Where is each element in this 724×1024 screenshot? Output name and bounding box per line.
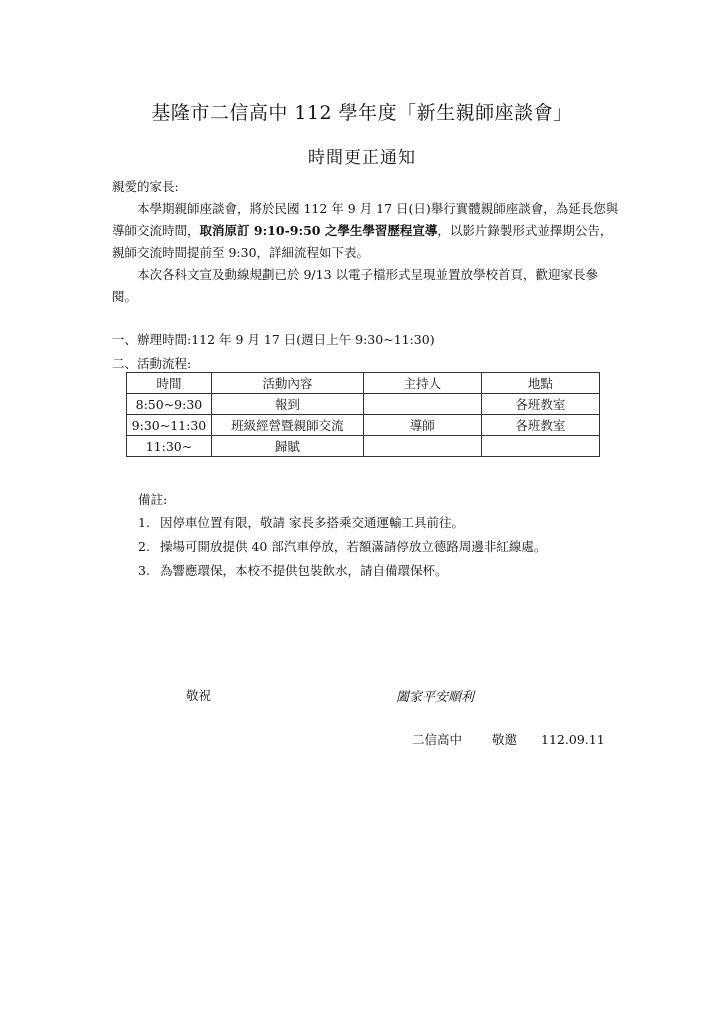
table-cell: 報到	[211, 394, 363, 415]
note-item	[138, 535, 546, 559]
table-cell: 8:50~9:30	[127, 394, 212, 415]
table-cell: 各班教室	[481, 415, 599, 436]
notes-title: 備註:	[138, 492, 168, 507]
document-subtitle: 時間更正通知	[308, 148, 416, 168]
section-1-time: 一、辦理時間:112 年 9 月 17 日(週日上午 9:30~11:30)	[112, 332, 435, 347]
table-cell	[363, 436, 481, 457]
note-text: 因停車位置有限，敬請 家長多搭乘交通運輸工具前往。	[160, 515, 464, 530]
paragraph-2: 本次各科文宣及動線規劃已於 9/13 以電子檔形式呈現並置放學校首頁，歡迎家長參閱。	[112, 267, 599, 304]
table-cell	[363, 394, 481, 415]
table-header-cell: 時間	[127, 373, 212, 394]
table-cell: 導師	[363, 415, 481, 436]
note-number: 2.	[138, 539, 150, 554]
notes-list	[138, 511, 546, 583]
note-item	[138, 511, 546, 535]
table-header-cell: 活動內容	[211, 373, 363, 394]
note-text: 操場可開放提供 40 部汽車停放，若額滿請停放立德路周邊非紅線處。	[160, 539, 547, 554]
table-cell	[481, 436, 599, 457]
table-cell: 11:30~	[127, 436, 212, 457]
section-2-schedule-heading: 二、活動流程:	[112, 356, 192, 371]
table-header-cell: 地點	[481, 373, 599, 394]
table-header-row	[127, 373, 600, 394]
table-row	[127, 415, 600, 436]
table-header-cell: 主持人	[363, 373, 481, 394]
table-cell: 各班教室	[481, 394, 599, 415]
closing-greeting: 敬祝	[186, 688, 212, 703]
table-row	[127, 394, 600, 415]
closing-wish: 闔家平安順利	[396, 690, 475, 705]
greeting: 親愛的家長:	[112, 179, 179, 194]
note-text: 為響應環保，本校不提供包裝飲水，請自備環保杯。	[160, 563, 448, 578]
paragraph-1-part1: 本學期親師座談會，將於民國 112 年 9 月 17 日(日)舉行實體親師座談會，為延長您與導師交流時間，	[112, 201, 619, 238]
table-row	[127, 436, 600, 457]
paragraph-1-part2: ，以影片錄製形式並擇期公告，親師交流時間提前至 9:30，詳細流程如下表。	[112, 223, 613, 260]
table-cell: 班級經營暨親師交流	[211, 415, 363, 436]
paragraph-1	[112, 198, 622, 264]
note-number: 1.	[138, 515, 150, 530]
table-cell: 9:30~11:30	[127, 415, 212, 436]
schedule-table	[126, 372, 600, 457]
note-number: 3.	[138, 563, 150, 578]
paragraph-1-bold: 取消原訂 9:10-9:50 之學生學習歷程宣導	[199, 223, 438, 238]
signature-date: 112.09.11	[541, 732, 605, 747]
table-cell: 歸賦	[211, 436, 363, 457]
document-title: 基隆市二信高中 112 學年度「新生親師座談會」	[151, 102, 573, 124]
signature-school: 二信高中	[412, 732, 463, 747]
signature-invite: 敬邀	[492, 732, 518, 747]
note-item	[138, 559, 546, 583]
signature	[412, 730, 605, 748]
